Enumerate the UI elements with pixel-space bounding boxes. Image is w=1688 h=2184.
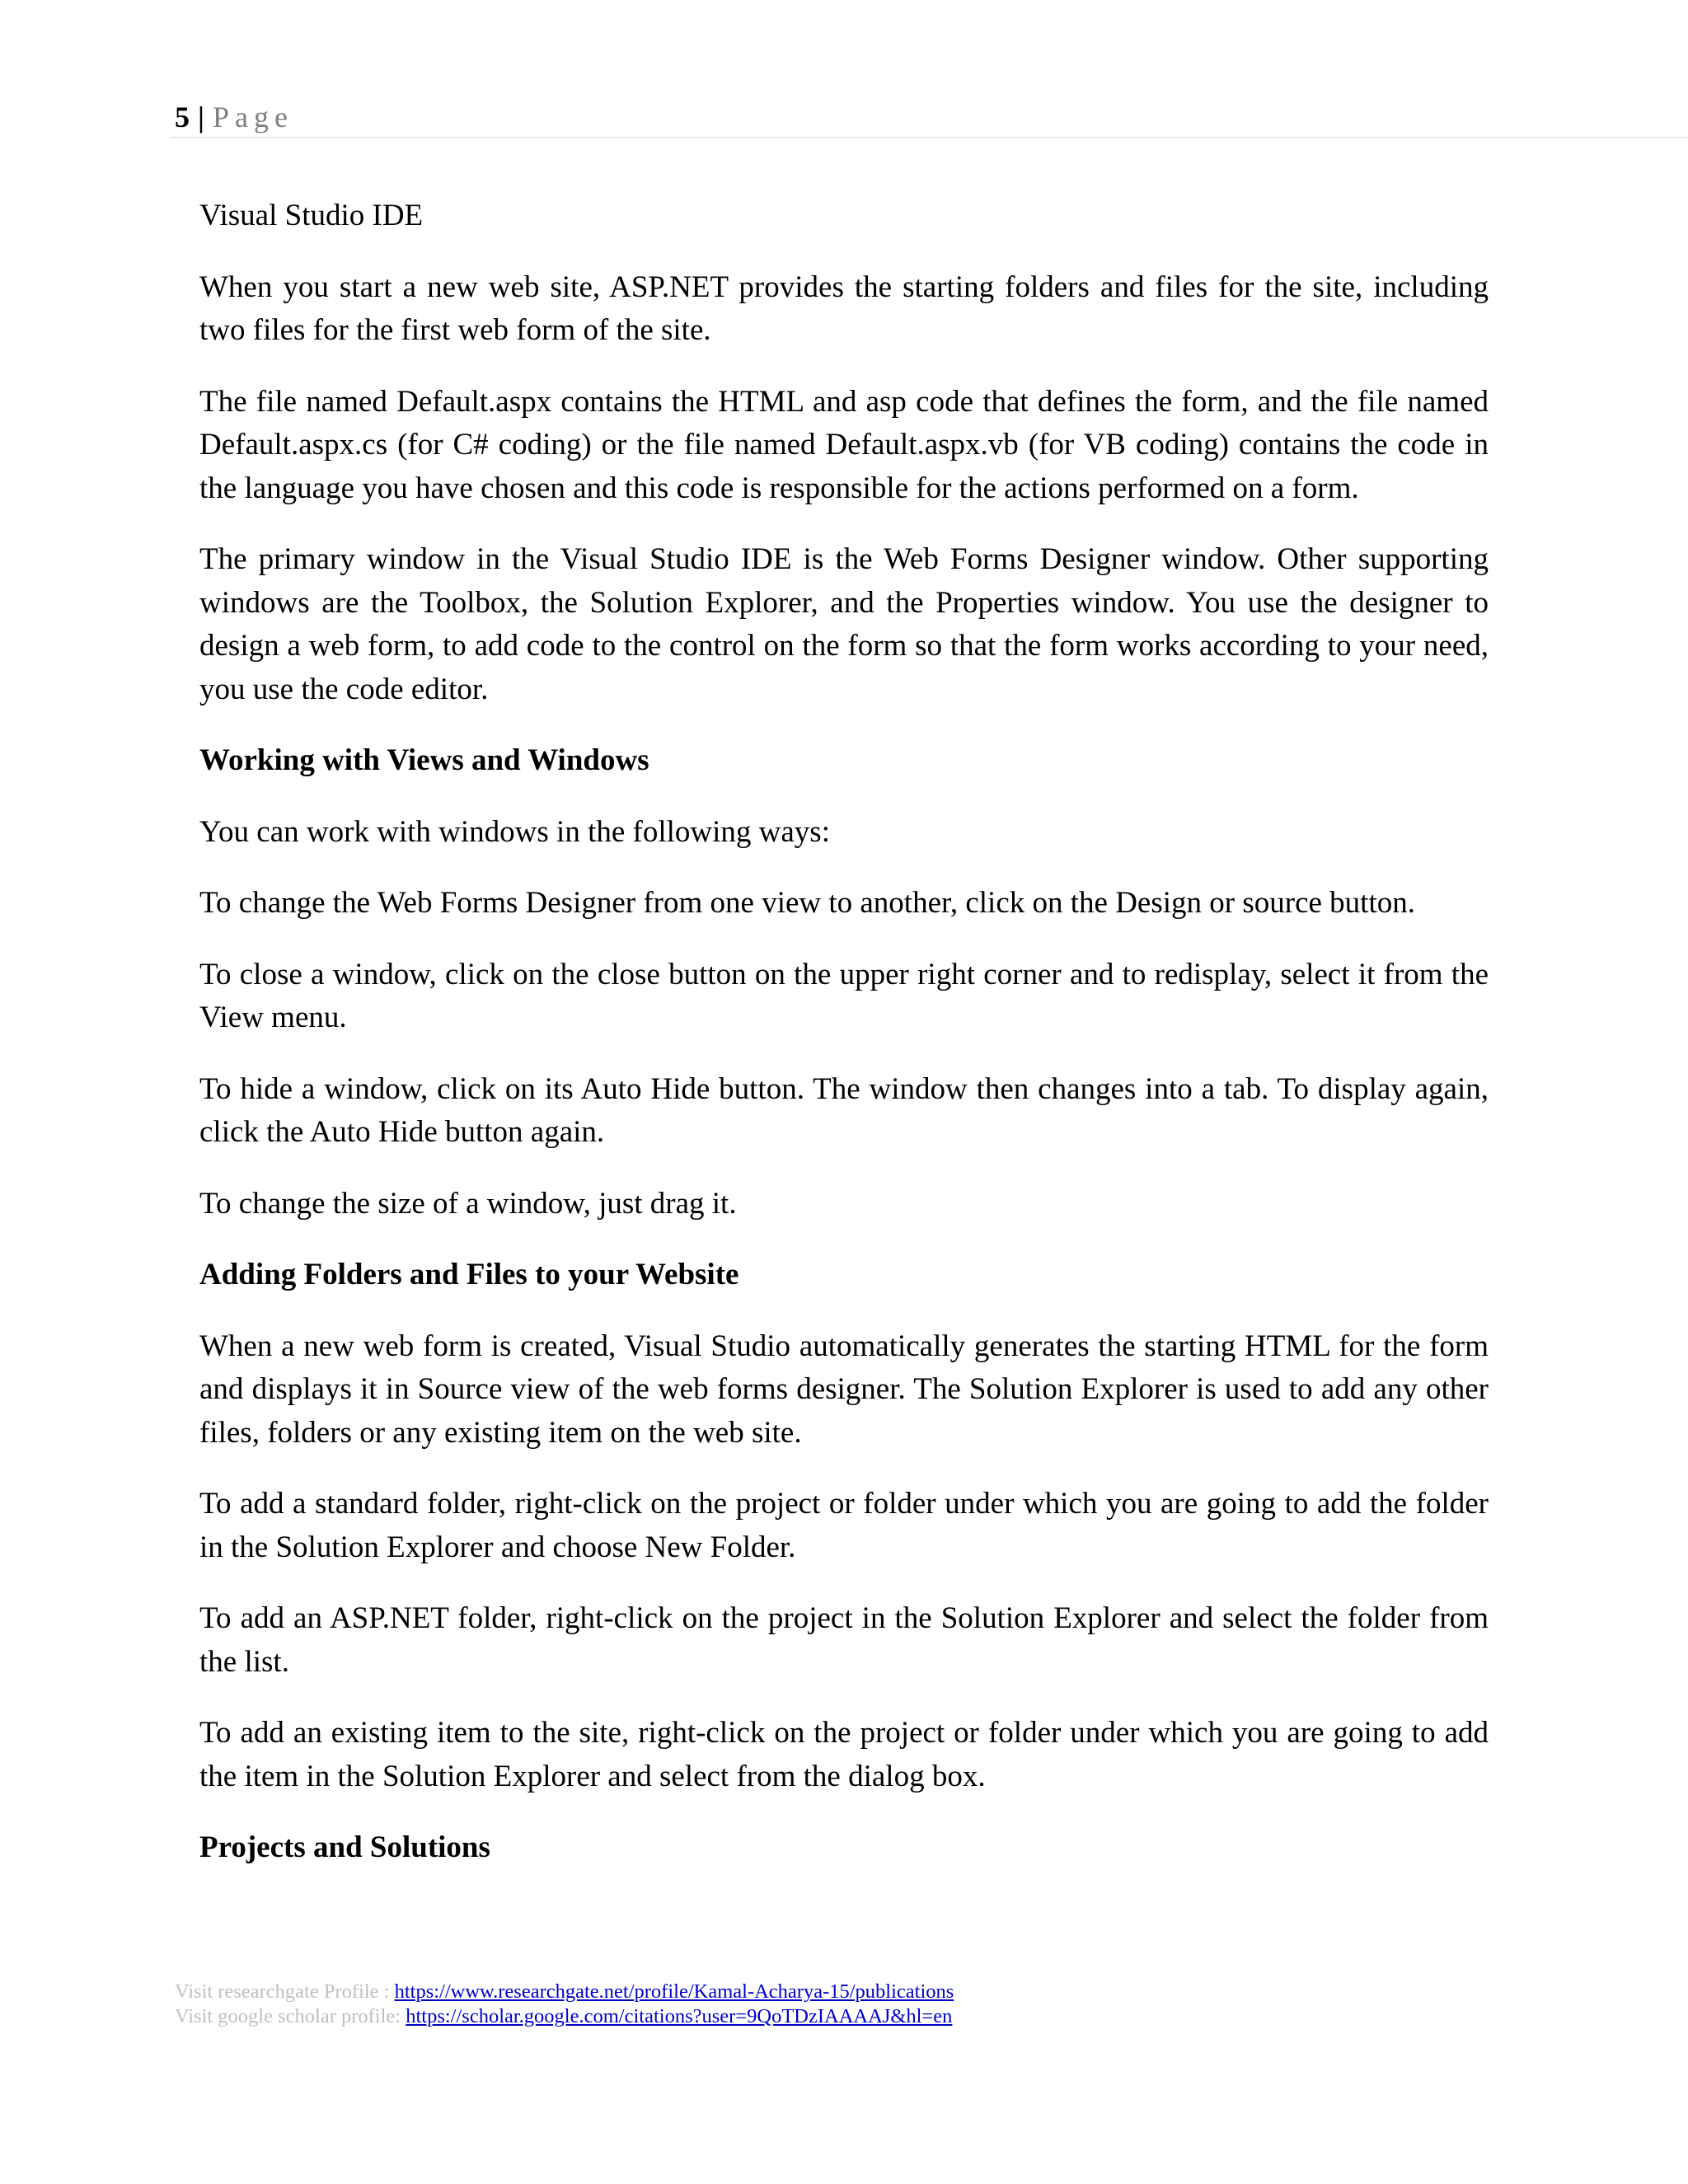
google-scholar-profile-link[interactable]: https://scholar.google.com/citations?user=9QoTDzIAAAAJ&hl=en [406,2005,953,2027]
page-footer [175,1980,954,2029]
paragraph-new-web-form: When a new web form is created, Visual Studio automatically generates the starting HTML for the form and displays it in Source view of the web forms designer. The Solution Explorer is used to add any other files, folders or any existing item on the web site. [199,1329,1489,1450]
heading-adding-folders-files: Adding Folders and Files to your Website [199,1258,739,1291]
page-separator: | [198,101,205,134]
heading-views-and-windows: Working with Views and Windows [199,743,649,777]
page-word: Page [212,101,293,134]
paragraph-standard-folder: To add a standard folder, right-click on the project or folder under which you are going to add the folder in the Solution Explorer and choose New Folder. [199,1487,1489,1564]
header-divider [170,137,1688,138]
paragraph-hide-window: To hide a window, click on its Auto Hide button. The window then changes into a tab. To display again, click the Auto Hide button again. [199,1071,1489,1149]
footer-researchgate-label: Visit researchgate Profile : [175,1980,395,2003]
section-title-visual-studio-ide: Visual Studio IDE [199,199,424,232]
researchgate-profile-link[interactable]: https://www.researchgate.net/profile/Kamal-Acharya-15/publications [394,1980,954,2003]
document-body [199,194,1489,1898]
page-header [175,97,293,137]
footer-scholar-line [175,2004,954,2029]
paragraph-close-window: To close a window, click on the close button on the upper right corner and to redisplay, select it from the View menu. [199,957,1489,1034]
footer-scholar-label: Visit google scholar profile: [175,2005,406,2027]
paragraph-change-view: To change the Web Forms Designer from one view to another, click on the Design or source button. [199,886,1415,920]
paragraph-resize-window: To change the size of a window, just drag it. [199,1186,737,1221]
paragraph-aspnet-folder: To add an ASP.NET folder, right-click on the project in the Solution Explorer and select the folder from the list. [199,1601,1489,1679]
paragraph-default-aspx: The file named Default.aspx contains the HTML and asp code that defines the form, and the file named Default.aspx.cs (for C# coding) or the file named Default.aspx.vb (for VB coding) contains the code in the language you have chosen and this code is responsible for the actions performed on a form. [199,384,1489,505]
page-number: 5 [175,101,190,134]
heading-projects-solutions: Projects and Solutions [199,1830,490,1864]
paragraph-window-ways: You can work with windows in the following ways: [199,814,830,849]
paragraph-existing-item: To add an existing item to the site, right-click on the project or folder under which you are going to add the item in the Solution Explorer and select from the dialog box. [199,1716,1489,1793]
paragraph-primary-window: The primary window in the Visual Studio IDE is the Web Forms Designer window. Other supporting windows are the Toolbox, the Solution Explorer, and the Properties window. You use the designer to design a web form, to add code to the control on the form so that the form works according to your need, you use the code editor. [199,542,1489,706]
paragraph-new-web-site: When you start a new web site, ASP.NET provides the starting folders and files for the site, including two files for the first web form of the site. [199,269,1489,347]
footer-researchgate-line [175,1980,954,2004]
